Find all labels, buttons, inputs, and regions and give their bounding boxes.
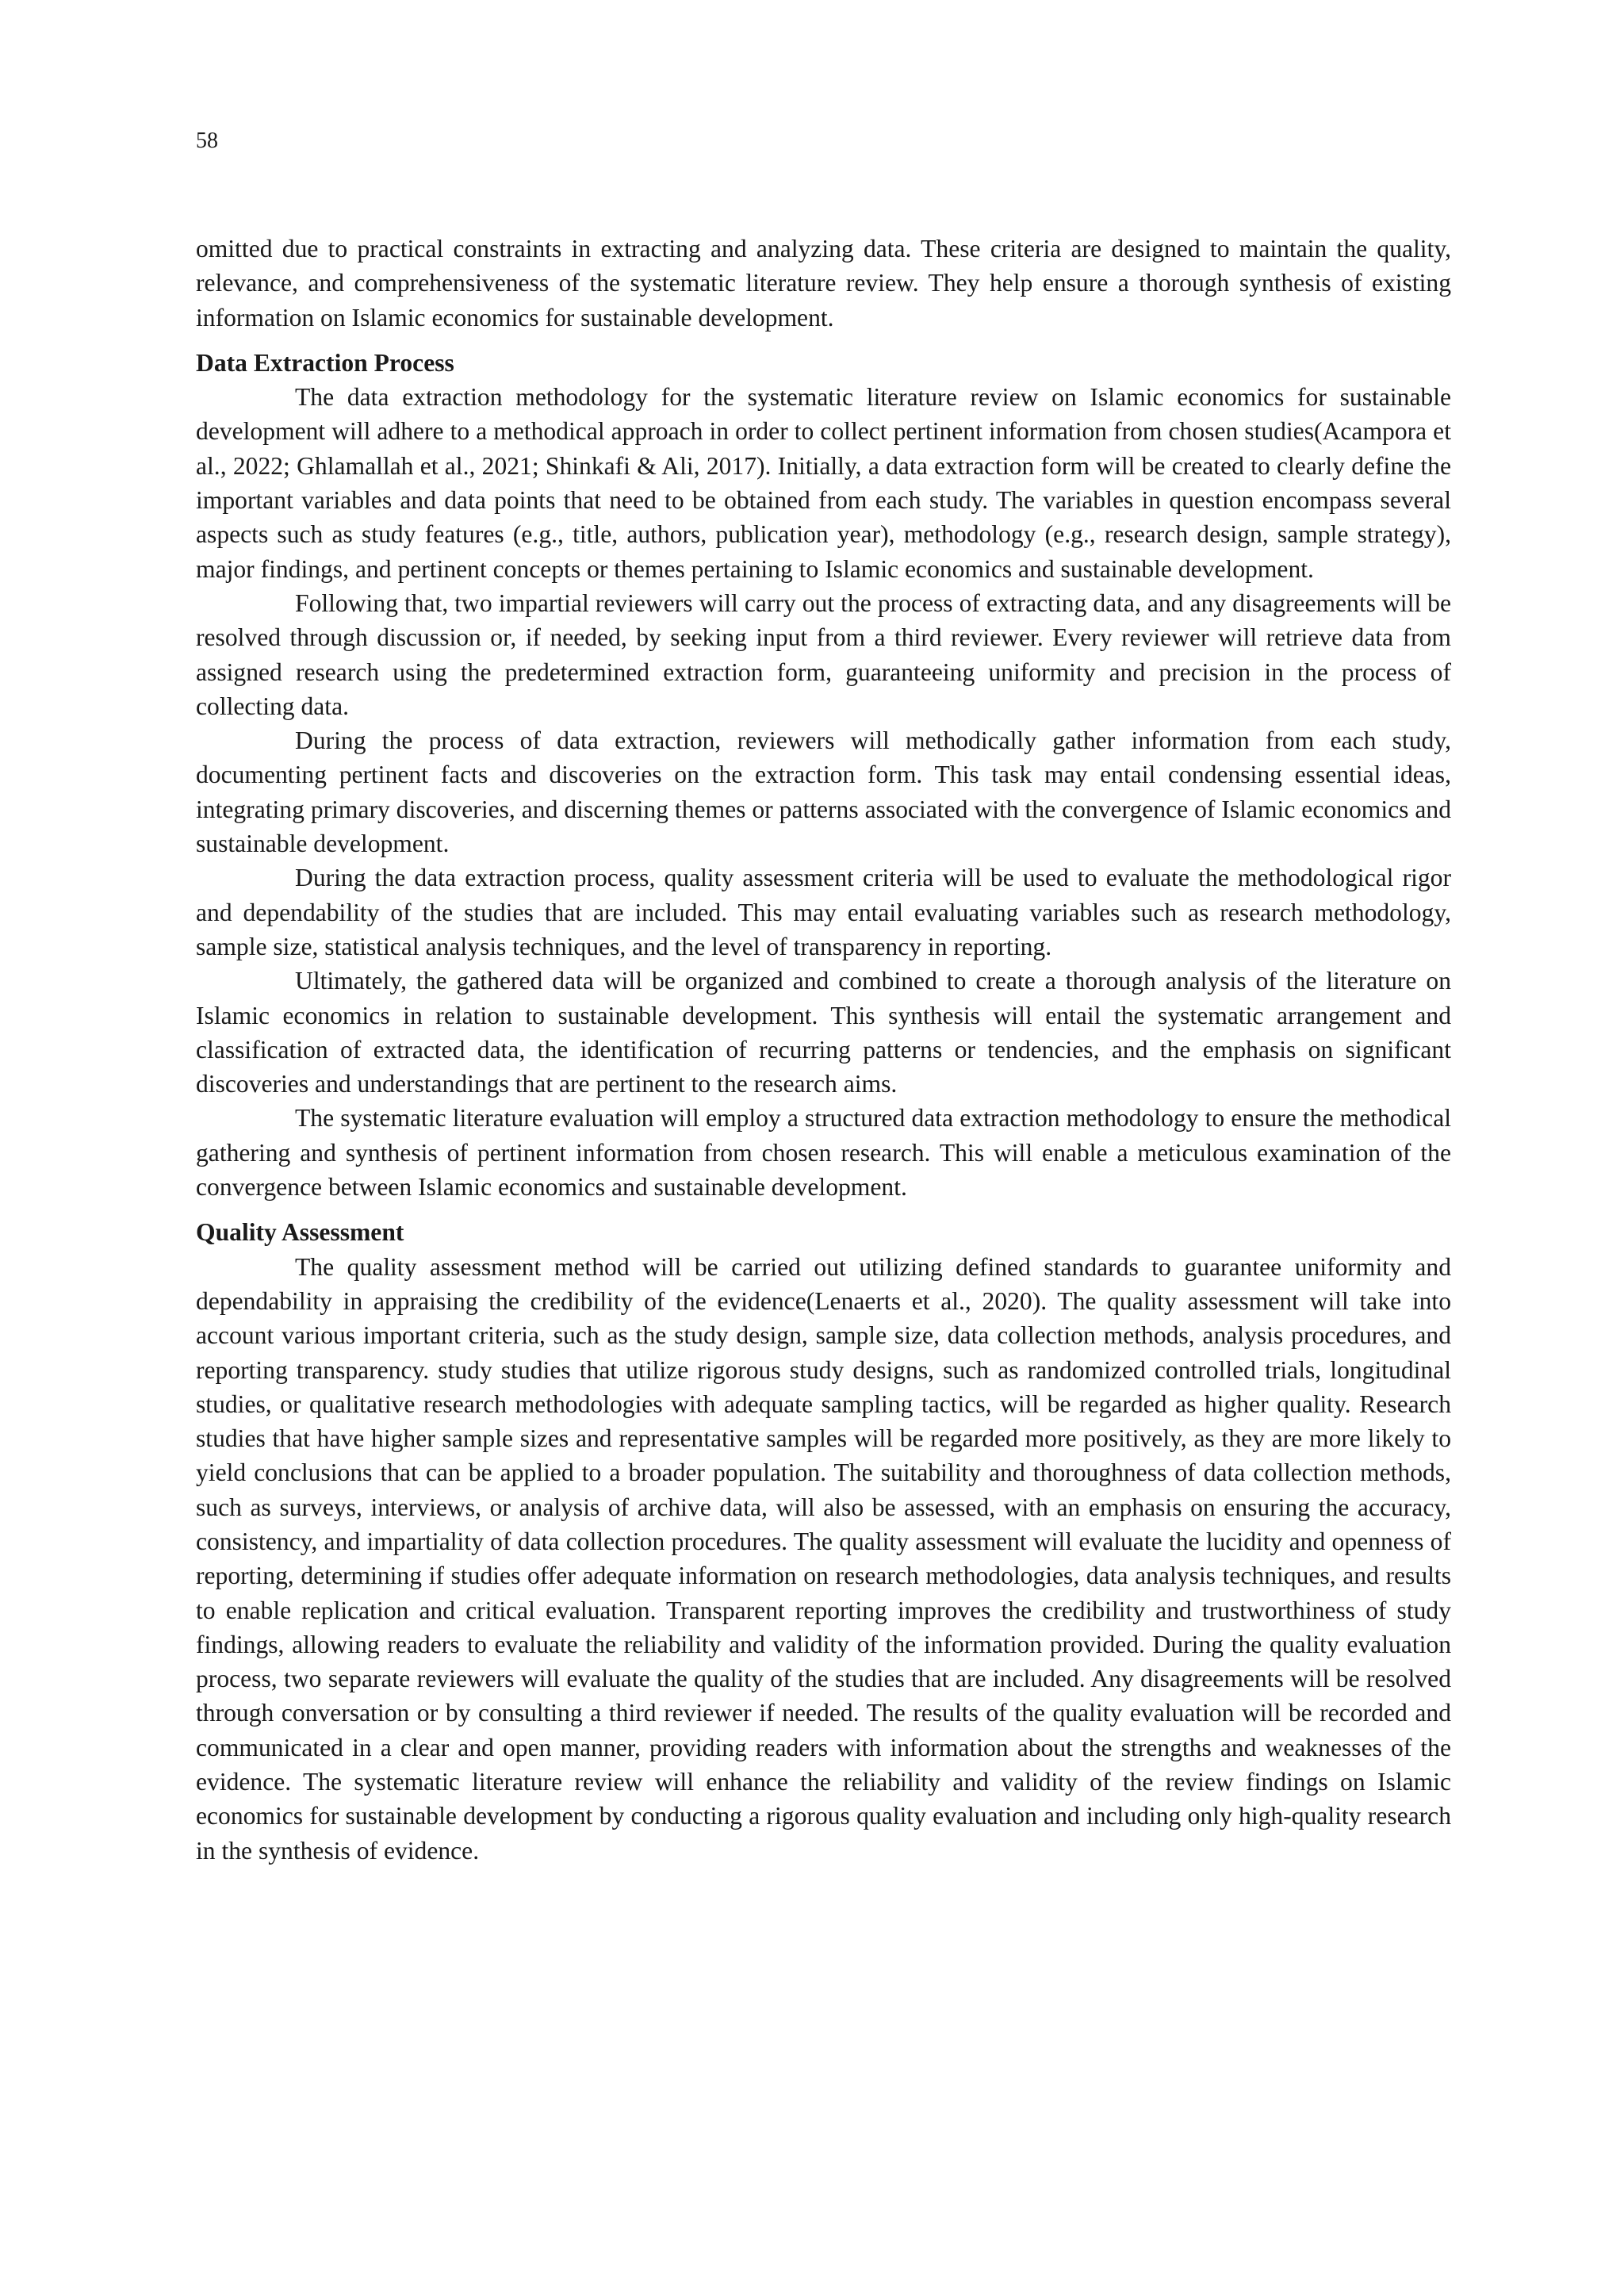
paragraph: During the process of data extraction, reviewers will methodically gather information from each study, documenting pertinent facts and discoveries on the extraction form. This task may entail condensing essential ideas, integrating primary discoveries, and discerning themes or patterns associated with the convergence of Islamic economics and sustainable development. [196, 726, 1451, 858]
section-heading-data-extraction: Data Extraction Process [196, 348, 454, 377]
paragraph: During the data extraction process, quality assessment criteria will be used to evaluate the methodological rigor and dependability of the studies that are included. This may entail evaluating variables such as research methodology, sample size, statistical analysis techniques, and the level of transparency in reporting. [196, 864, 1451, 960]
intro-paragraph: omitted due to practical constraints in extracting and analyzing data. These criteria are designed to maintain the quality, relevance, and comprehensiveness of the systematic literature review. They help ensure a thorough synthesis of existing information on Islamic economics for sustainable development. [196, 235, 1451, 332]
section-heading-quality-assessment: Quality Assessment [196, 1218, 404, 1247]
page-number: 58 [196, 128, 218, 153]
paragraph: Ultimately, the gathered data will be organized and combined to create a thorough analysis of the literature on Islamic economics in relation to sustainable development. This synthesis will entail the systematic arrangement and classification of extracted data, the identification of recurring patterns or tendencies, and the emphasis on significant discoveries and understandings that are pertinent to the research aims. [196, 967, 1451, 1098]
paragraph: Following that, two impartial reviewers will carry out the process of extracting data, and any disagreements will be resolved through discussion or, if needed, by seeking input from a third reviewer. Every reviewer will retrieve data from assigned research using the predetermined extraction form, guaranteeing uniformity and precision in the process of collecting data. [196, 588, 1451, 720]
paragraph: The systematic literature evaluation will employ a structured data extraction methodology to ensure the methodical gathering and synthesis of pertinent information from chosen research. This will enable a meticulous examination of the convergence between Islamic economics and sustainable development. [196, 1104, 1451, 1202]
paragraph: The data extraction methodology for the systematic literature review on Islamic economics for sustainable development will adhere to a methodical approach in order to collect pertinent information from chosen studies(Acampora et al., 2022; Ghlamallah et al., 2021; Shinkafi & Ali, 2017). Initially, a data extraction form will be created to clearly define the important variables and data points that need to be obtained from each study. The variables in question encompass several aspects such as study features (e.g., title, authors, publication year), methodology (e.g., research design, sample strategy), major findings, and pertinent concepts or themes pertaining to Islamic economics and sustainable development. [196, 383, 1451, 583]
body-text [196, 232, 1451, 1868]
paragraph: The quality assessment method will be carried out utilizing defined standards to guarantee uniformity and dependability in appraising the credibility of the evidence(Lenaerts et al., 2020). The quality assessment will take into account various important criteria, such as the study design, sample size, data collection methods, analysis procedures, and reporting transparency. study studies that utilize rigorous study designs, such as randomized controlled trials, longitudinal studies, or qualitative research methodologies with adequate sampling tactics, will be regarded as higher quality. Research studies that have higher sample sizes and representative samples will be regarded more positively, as they are more likely to yield conclusions that can be applied to a broader population. The suitability and thoroughness of data collection methods, such as surveys, interviews, or analysis of archive data, will also be assessed, with an emphasis on ensuring the accuracy, consistency, and impartiality of data collection procedures. The quality assessment will evaluate the lucidity and openness of reporting, determining if studies offer adequate information on research methodologies, data analysis techniques, and results to enable replication and critical evaluation. Transparent reporting improves the credibility and trustworthiness of study findings, allowing readers to evaluate the reliability and validity of the information provided. During the quality evaluation process, two separate reviewers will evaluate the quality of the studies that are included. Any disagreements will be resolved through conversation or by consulting a third reviewer if needed. The results of the quality evaluation will be recorded and communicated in a clear and open manner, providing readers with information about the strengths and weaknesses of the evidence. The systematic literature review will enhance the reliability and validity of the review findings on Islamic economics for sustainable development by conducting a rigorous quality evaluation and including only high-quality research in the synthesis of evidence. [196, 1252, 1451, 1865]
